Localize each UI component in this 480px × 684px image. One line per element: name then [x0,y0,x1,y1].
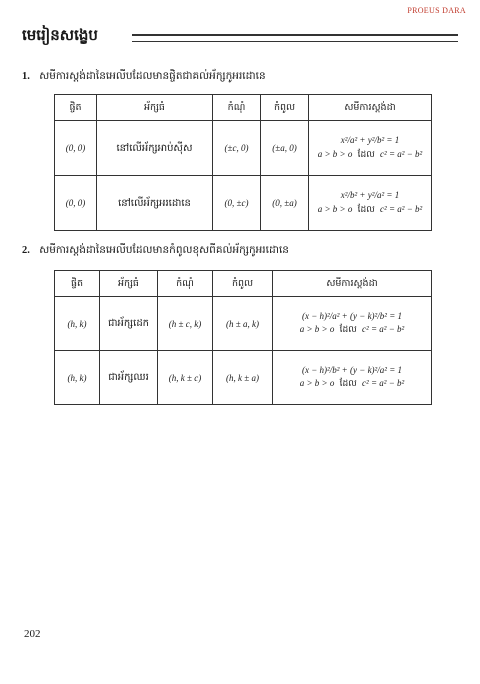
brand-label: PROEUS DARA [407,6,466,15]
cell-major-axis: ជាអ័ក្សដេក [100,297,158,351]
equation-text: (x − h)²/b² + (y − k)²/a² = 1 [301,364,403,375]
equation-condition [309,148,431,163]
cell-center: (h, k) [55,351,100,405]
condition-relation: c² = a² − b² [380,148,423,159]
section-2-number: 2. [22,245,30,256]
cell-vertices: (±a, 0) [261,121,309,176]
cell-foci: (0, ±c) [213,176,261,231]
cell-equation [309,121,432,176]
condition-relation: c² = a² − b² [362,378,405,388]
cell-center: (h, k) [55,297,100,351]
section-2-table [54,270,432,405]
condition-inequality: a > b > o [317,203,353,214]
cell-vertices: (h ± a, k) [213,297,273,351]
section-1-number: 1. [22,71,30,82]
header-foci: កំណុំ [158,271,213,297]
condition-relation: c² = a² − b² [362,324,405,334]
table-header-row [55,271,432,297]
cell-center: (0, 0) [55,121,97,176]
condition-word: ដែល [339,379,357,389]
header-major-axis: អ័ក្សធំ [97,95,213,121]
header-equation: សមីការស្តង់ដា [273,271,432,297]
cell-vertices: (0, ±a) [261,176,309,231]
section-2-title: សមីការស្តង់ដានៃអេលីបដែលមានកំពូលខុសពីគល់អ័ក្សកូអរដោនេ [39,244,289,256]
header-vertices: កំពូល [213,271,273,297]
table-row [55,176,432,231]
condition-word: ដែល [357,149,375,160]
header-center: ផ្ចិត [55,271,100,297]
section-2-heading [22,244,289,259]
cell-center: (0, 0) [55,176,97,231]
cell-major-axis: ជាអ័ក្សឈរ [100,351,158,405]
cell-foci: (h, k ± c) [158,351,213,405]
cell-foci: (±c, 0) [213,121,261,176]
header-center: ផ្ចិត [55,95,97,121]
table-row [55,297,432,351]
condition-inequality: a > b > o [299,324,335,334]
condition-inequality: a > b > o [299,378,335,388]
cell-vertices: (h, k ± a) [213,351,273,405]
header-major-axis: អ័ក្សធំ [100,271,158,297]
condition-inequality: a > b > o [317,148,353,159]
page-header-title: មេរៀនសង្ខេប [22,26,98,44]
equation-text: x²/a² + y²/b² = 1 [340,135,400,145]
equation-condition [273,377,431,392]
condition-relation: c² = a² − b² [380,203,423,214]
cell-equation [273,351,432,405]
cell-equation [273,297,432,351]
equation-text: (x − h)²/a² + (y − k)²/b² = 1 [301,310,403,321]
cell-major-axis: នៅលើអ័ក្សអរដោនេ [97,176,213,231]
table-row [55,121,432,176]
condition-word: ដែល [357,204,375,215]
page-number: 202 [24,628,41,640]
header-vertices: កំពូល [261,95,309,121]
section-1-table [54,94,432,231]
header-rule [132,34,458,42]
equation-condition [273,323,431,338]
section-1-title: សមីការស្តង់ដានៃអេលីបដែលមានផ្ចិតជាគល់អ័ក្សកូអរដោនេ [39,70,266,82]
table-row [55,351,432,405]
table-header-row [55,95,432,121]
equation-condition [309,203,431,218]
cell-major-axis: នៅលើអ័ក្សអាប់ស៊ីស [97,121,213,176]
cell-equation [309,176,432,231]
section-1-heading [22,70,266,85]
header-foci: កំណុំ [213,95,261,121]
cell-foci: (h ± c, k) [158,297,213,351]
header-equation: សមីការស្តង់ដា [309,95,432,121]
equation-text: x²/b² + y²/a² = 1 [340,190,400,200]
condition-word: ដែល [339,325,357,335]
